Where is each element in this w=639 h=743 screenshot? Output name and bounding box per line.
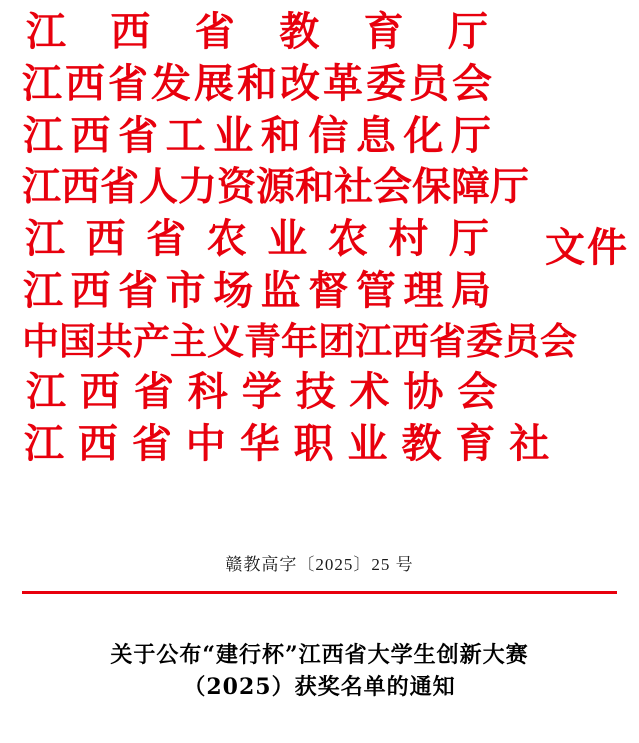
issuing-agency-line: 江 西 省 中 华 职 业 教 育 社 [24,420,550,467]
issuing-agency-line: 江西省市场监督管理局 [23,267,491,314]
issuing-agency-line: 江西省人力资源和社会保障厅 [22,164,530,210]
issuing-agency-line: 江 西 省 科 学 技 术 协 会 [26,368,498,415]
issuing-agency-line: 江西省发展和改革委员会 [22,60,492,107]
issuing-agency-line: 中国共产主义青年团江西省委员会 [22,319,577,363]
document-title [0,640,639,704]
document-title-line-1: 关于公布“建行杯”江西省大学生创新大赛 [110,642,529,668]
issuing-agency-line: 江西省工业和信息化厅 [23,112,491,159]
document-number: 赣教高字〔2025〕25 号 [225,555,414,574]
issuing-agency-line: 江 西 省 农 业 农 村 厅 [25,215,489,262]
red-divider-rule [22,591,617,594]
issuing-agency-line: 江 西 省 教 育 厅 [26,8,488,55]
document-title-line-2: （2025）获奖名单的通知 [183,673,456,700]
issuing-agency-list [22,8,577,467]
document-word-label: 文件 [545,224,629,271]
